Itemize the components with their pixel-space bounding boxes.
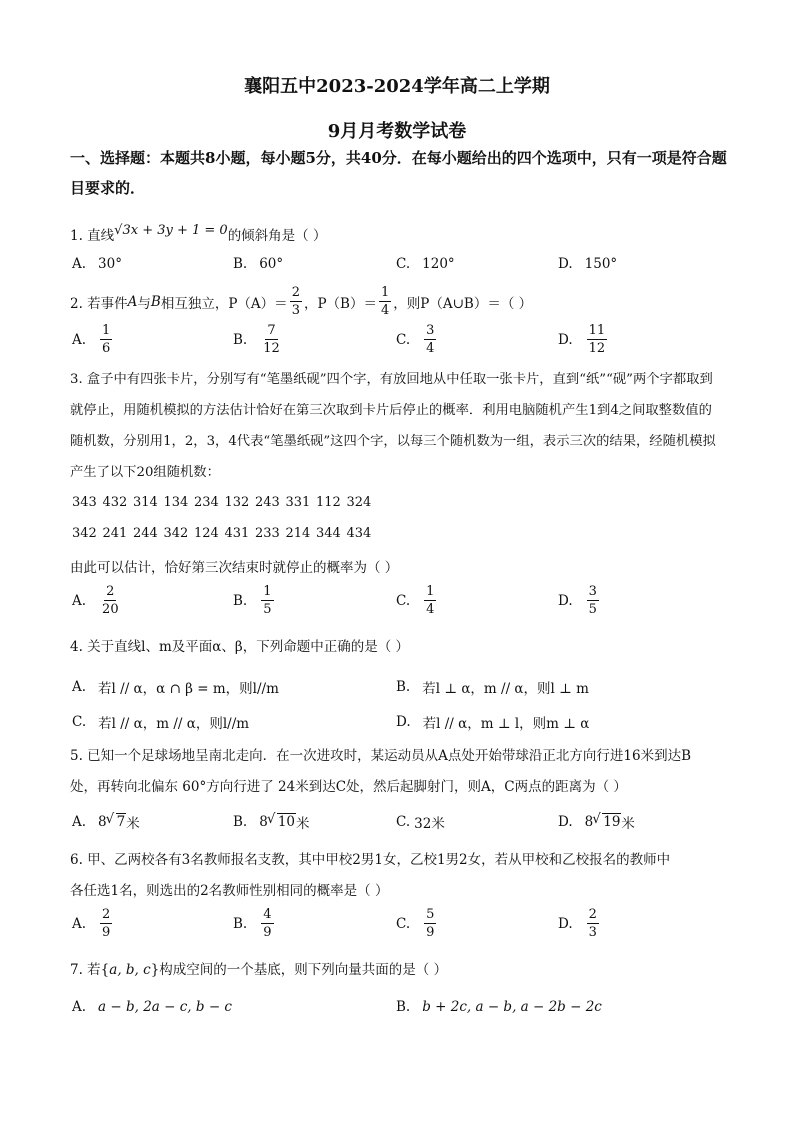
numerator: 11 (588, 323, 606, 338)
radical (593, 814, 621, 830)
q2-option-c[interactable] (396, 322, 438, 357)
q2-text-c: 与 (137, 295, 151, 312)
unit: 米 (126, 816, 140, 832)
q1-formula: √3x + 3y + 1 = 0 (114, 223, 228, 238)
numerator: 7 (267, 323, 276, 338)
option-fraction (261, 583, 273, 618)
numerator: 3 (588, 584, 597, 599)
numerator: 2 (102, 907, 111, 922)
random-number: 331 (285, 495, 311, 510)
random-number: 432 (102, 495, 128, 510)
option-text: 60° (259, 256, 284, 272)
option-fraction (424, 322, 436, 357)
radical-coefficient: 8 (259, 814, 268, 830)
radicand: 7 (116, 814, 126, 830)
option-fraction (424, 583, 436, 618)
denominator: 9 (263, 925, 272, 940)
random-number: 343 (72, 495, 97, 510)
q2-text-g: ，则P（A∪B）＝（ ） (393, 295, 533, 312)
numerator: 3 (426, 323, 435, 338)
option-text: 150° (584, 256, 618, 272)
option-label: B. (233, 331, 248, 348)
denominator: 20 (102, 602, 119, 617)
q2-event-b: B (150, 293, 161, 310)
option-text: 若l // α，m ⊥ l，则m ⊥ α (422, 716, 590, 732)
option-label: D. (558, 915, 573, 932)
option-label: C. (396, 915, 411, 932)
q3-option-c[interactable] (396, 583, 438, 618)
denominator: 9 (102, 925, 111, 940)
denominator: 5 (263, 602, 272, 617)
exam-title-line2: 9月月考数学试卷 (327, 121, 467, 142)
denominator: 12 (588, 341, 606, 356)
q3-random-row-1 (72, 495, 377, 510)
option-label: B. (396, 999, 411, 1015)
radicand: 10 (277, 814, 295, 830)
q7-option-a[interactable] (72, 999, 232, 1015)
denominator: 9 (426, 925, 435, 940)
option-fraction (100, 322, 112, 357)
q1-prefix: 1. 直线 (70, 228, 115, 244)
random-number: 324 (346, 495, 372, 510)
q3-option-d[interactable] (558, 583, 601, 618)
option-label: A. (72, 592, 87, 609)
q4-option-c[interactable] (72, 712, 249, 732)
option-label: A. (72, 999, 87, 1015)
numerator: 1 (263, 584, 272, 599)
random-number: 134 (163, 495, 189, 510)
denominator: 6 (102, 341, 111, 356)
question-6-line-1: 6. 甲、乙两校各有3名教师报名支教，其中甲校2男1女，乙校1男2女，若从甲校和乙校报名的教师中 (70, 852, 671, 868)
option-fraction (100, 583, 121, 618)
q3-question: 由此可以估计，恰好第三次结束时就停止的概率为（ ） (70, 560, 399, 576)
exam-title-line1: 襄阳五中2023-2024学年高二上学期 (244, 76, 550, 97)
denominator: 4 (426, 341, 435, 356)
q1-option-d[interactable] (558, 256, 617, 272)
option-label: C. (396, 256, 411, 272)
option-label: C. (72, 714, 87, 730)
q4-option-a[interactable] (72, 677, 279, 697)
option-fraction (587, 906, 599, 941)
question-3-paragraph: 3. 盒子中有四张卡片，分别写有“笔墨纸砚”四个字，有放回地从中任取一张卡片，直到“纸”“砚”两个字都取到就停止，用随机模拟的方法估计恰好在第三次取到卡片后停止的概率．利用电脑随机产生1到4之间取整数值的随机数，分别用1，2，3，4代表“笔墨纸砚”这四个字，以每三个随机数为一组，表示三次的结果，经随机模拟产生了以下20组随机数： (70, 372, 716, 480)
q5-option-a[interactable] (72, 812, 140, 832)
q5-option-c[interactable] (396, 812, 445, 832)
denominator: 12 (263, 341, 280, 356)
option-label: B. (233, 256, 248, 272)
random-number: 434 (346, 526, 372, 541)
denominator: 4 (426, 602, 435, 617)
option-label: D. (558, 256, 573, 272)
random-number: 344 (316, 526, 341, 541)
numerator: 2 (588, 907, 597, 922)
numerator: 1 (426, 584, 435, 599)
q2-pb-fraction (379, 284, 391, 319)
q1-option-c[interactable] (396, 256, 455, 272)
question-1 (70, 224, 730, 244)
option-label: D. (558, 592, 573, 609)
radical-coefficient: 8 (98, 814, 107, 830)
q7-text-a: 7. 若{ (70, 962, 110, 978)
random-number: 233 (255, 526, 280, 541)
radical-coefficient: 8 (584, 814, 594, 830)
option-fraction (261, 322, 282, 357)
numerator: 1 (380, 285, 390, 300)
option-text: 若l ⊥ α，m // α，则l ⊥ m (422, 681, 589, 697)
q2-event-a: A (127, 293, 138, 310)
q1-suffix: 的倾斜角是（ ） (227, 228, 327, 244)
q6-option-c[interactable] (396, 906, 438, 941)
option-text: 若l // α，m // α，则l//m (98, 716, 250, 732)
random-number: 243 (255, 495, 280, 510)
question-5-line-1: 5. 已知一个足球场地呈南北走向．在一次进攻时，某运动员从A点处开始带球沿正北方向行进16米到达B (70, 748, 692, 764)
option-fraction (587, 583, 599, 618)
denominator: 5 (588, 602, 597, 617)
q6-option-d[interactable] (558, 906, 601, 941)
q1-option-a[interactable] (72, 256, 122, 272)
random-number: 342 (163, 526, 189, 541)
option-label: D. (558, 814, 573, 830)
q6-option-b[interactable] (233, 906, 276, 941)
random-number: 431 (224, 526, 250, 541)
option-text: 32米 (414, 816, 445, 832)
q7-text-b: }构成空间的一个基底，则下列向量共面的是（ ） (150, 962, 448, 978)
question-2 (70, 284, 730, 319)
option-label: B. (233, 915, 248, 932)
option-label: C. (396, 331, 411, 348)
unit: 米 (296, 816, 310, 832)
q2-text-e: 相互独立，P（A）＝ (160, 295, 288, 312)
numerator: 4 (263, 907, 272, 922)
q1-option-b[interactable] (233, 256, 283, 272)
random-number: 241 (102, 526, 128, 541)
q5-option-d[interactable] (558, 812, 635, 832)
q5-option-b[interactable] (233, 812, 310, 832)
option-fraction (424, 906, 436, 941)
random-number: 234 (194, 495, 219, 510)
denominator: 3 (588, 925, 597, 940)
option-label: A. (72, 679, 87, 695)
option-text: 120° (422, 256, 455, 272)
random-number: 132 (224, 495, 250, 510)
random-number: 214 (285, 526, 311, 541)
q3-option-b[interactable] (233, 583, 276, 618)
radical (268, 814, 296, 830)
option-label: C. (396, 814, 411, 830)
radicand: 19 (603, 814, 621, 830)
option-label: B. (396, 679, 411, 695)
denominator: 3 (291, 303, 300, 318)
option-label: C. (396, 592, 411, 609)
option-label: B. (233, 592, 248, 609)
denominator: 4 (380, 303, 390, 318)
option-label: A. (72, 331, 87, 348)
q4-option-b[interactable] (396, 677, 589, 697)
numerator: 2 (291, 285, 300, 300)
random-number: 112 (316, 495, 341, 510)
q3-option-a[interactable] (72, 583, 123, 618)
option-fraction (100, 906, 112, 941)
q7-option-b[interactable] (396, 999, 602, 1015)
random-number: 342 (72, 526, 97, 541)
q4-option-d[interactable] (396, 712, 589, 732)
q2-text-f: ，P（B）＝ (303, 295, 377, 312)
q2-pa-fraction (290, 284, 302, 319)
question-7 (70, 958, 730, 978)
numerator: 1 (102, 323, 111, 338)
option-fraction (587, 322, 608, 357)
question-5-line-2: 处，再转向北偏东 60°方向行进了 24米到达C处，然后起脚射门，则A，C两点的距离为（ ） (70, 779, 627, 795)
option-text: b + 2c, a − b, a − 2b − 2c (422, 999, 602, 1015)
q3-random-row-2 (72, 526, 377, 541)
unit: 米 (621, 816, 635, 832)
option-label: A. (72, 915, 87, 932)
q6-option-a[interactable] (72, 906, 114, 941)
option-fraction (261, 906, 273, 941)
numerator: 5 (426, 907, 435, 922)
numerator: 2 (106, 584, 115, 599)
q7-basis: a, b, c (109, 962, 151, 978)
option-label: A. (72, 814, 87, 830)
option-text: 若l // α，α ∩ β = m，则l//m (98, 681, 279, 697)
random-number: 124 (194, 526, 219, 541)
section-heading: 一、选择题：本题共8小题，每小题5分，共40分．在每小题给出的四个选项中，只有一项是符合题目要求的． (70, 149, 727, 197)
option-label: D. (558, 331, 573, 348)
option-label: D. (396, 714, 411, 730)
question-6-line-2: 各任选1名，则选出的2名教师性别相同的概率是（ ） (70, 883, 389, 899)
q2-option-a[interactable] (72, 322, 114, 357)
q2-option-b[interactable] (233, 322, 284, 357)
q2-option-d[interactable] (558, 322, 609, 357)
option-label: A. (72, 256, 87, 272)
radical (107, 814, 127, 830)
option-text: 30° (98, 256, 122, 272)
option-label: B. (233, 814, 248, 830)
option-text: a − b, 2a − c, b − c (98, 999, 232, 1015)
random-number: 244 (133, 526, 158, 541)
q2-text-a: 2. 若事件 (70, 295, 128, 312)
random-number: 314 (133, 495, 158, 510)
question-4: 4. 关于直线l、m及平面α、β，下列命题中正确的是（ ） (70, 639, 410, 655)
